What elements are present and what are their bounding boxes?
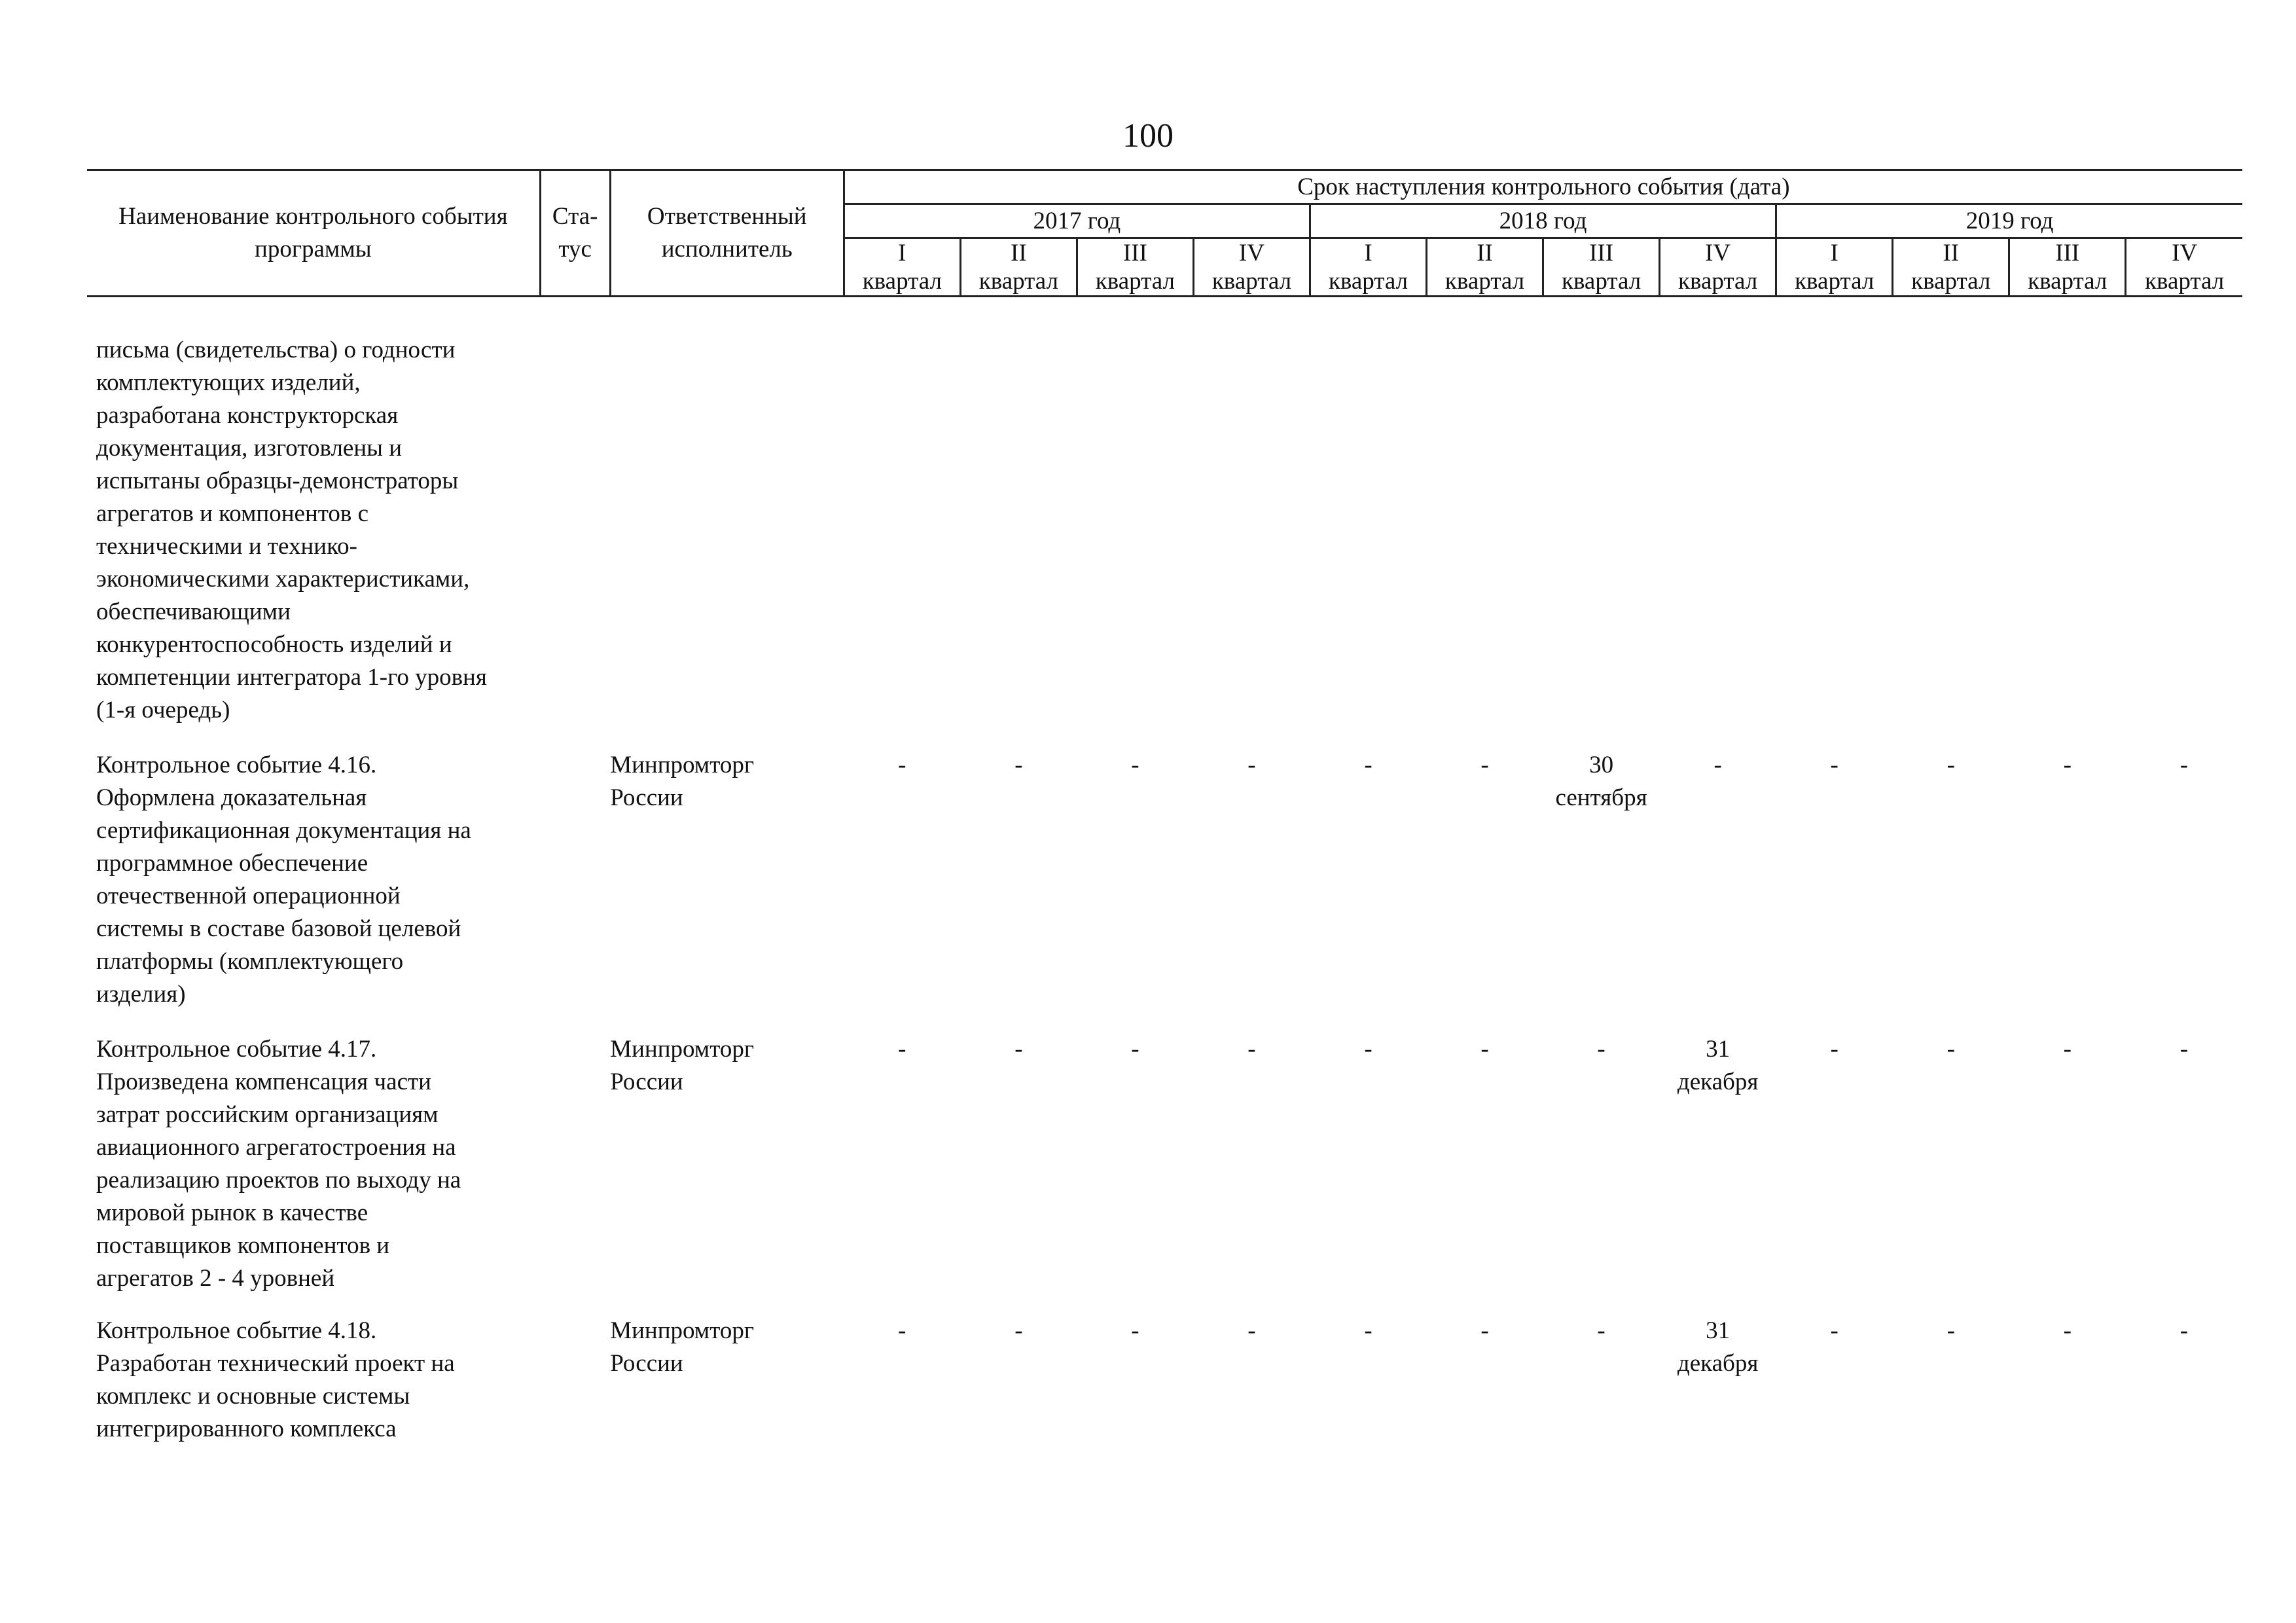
quarter-value: 31 [1706,1317,1731,1344]
table-body [87,297,2242,1446]
header-status-line: Ста- [552,203,598,230]
quarter-value: 31 [1706,1036,1731,1063]
quarter-value: сентября [1555,784,1647,811]
quarter-value: - [1014,1317,1023,1344]
quarter-value: - [1480,1036,1489,1063]
event-name-line: (1-я очередь) [96,697,230,723]
quarter-cell [1543,1295,1660,1446]
header-quarter-word: квартал [2028,268,2108,295]
header-quarter [844,238,960,297]
executor-line: Минпромторг [610,752,755,778]
header-year: 2018 год [1310,204,1776,238]
event-name-line: конкурентоспособность изделий и [96,631,452,658]
event-name-line: разработана конструкторская [96,402,399,429]
header-quarter-numeral: II [1943,240,1960,266]
event-name-line: Оформлена доказательная [96,784,367,811]
header-year: 2017 год [844,204,1310,238]
event-name-line: сертификационная документация на [96,817,471,844]
quarter-value: - [2179,752,2189,778]
event-name-cell [87,297,540,727]
quarter-value: - [1364,1317,1372,1344]
quarter-cell [1310,727,1426,1011]
header-deadline-title: Срок наступления контрольного события (дата) [844,170,2242,204]
event-name-line: письма (свидетельства) о годности [96,337,456,363]
quarter-cell [844,1295,960,1446]
header-quarter [2009,238,2126,297]
quarter-cell [1893,1011,2009,1295]
header-quarter-numeral: I [1830,240,1839,266]
quarter-value: - [898,1036,906,1063]
quarter-value: - [1480,752,1489,778]
quarter-value: - [1946,1036,1955,1063]
quarter-value: - [1597,1036,1605,1063]
event-name-line: отечественной операционной [96,883,401,909]
quarter-cell [1193,1295,1310,1446]
quarter-value: - [1131,1317,1139,1344]
quarter-cell [1427,727,1543,1011]
event-name-line: Произведена компенсация части [96,1068,431,1095]
quarter-cell [1310,1011,1426,1295]
header-quarter [1543,238,1660,297]
quarter-cell [844,1011,960,1295]
header-quarter [1310,238,1426,297]
header-quarter [1193,238,1310,297]
header-quarter-word: квартал [1444,268,1525,295]
header-executor-line: исполнитель [661,236,793,263]
header-quarter-numeral: I [1364,240,1372,266]
header-quarter [2126,238,2242,297]
event-name-line: Разработан технический проект на [96,1350,455,1377]
quarter-cell [1427,297,1543,727]
header-quarter-word: квартал [1795,268,1874,295]
quarter-cell [1427,1295,1543,1446]
header-quarter-numeral: IV [1705,240,1731,266]
quarter-cell [1077,1011,1193,1295]
header-quarter-word: квартал [1911,268,1991,295]
quarter-value: - [898,1317,906,1344]
quarter-cell [1776,727,1893,1011]
event-name-line: реализацию проектов по выходу на [96,1167,461,1194]
quarter-cell [1543,727,1660,1011]
executor-cell [610,297,844,727]
event-name-line: поставщиков компонентов и [96,1232,390,1259]
quarter-cell [1776,1295,1893,1446]
quarter-value: - [1480,1317,1489,1344]
quarter-value: - [1247,752,1256,778]
header-quarter-numeral: II [1011,240,1027,266]
executor-cell [610,1011,844,1295]
header-quarter [1776,238,1893,297]
quarter-value: 30 [1589,752,1614,778]
header-quarter-numeral: I [898,240,906,266]
quarter-value: - [2063,752,2072,778]
quarter-cell [1310,297,1426,727]
event-name-cell [87,727,540,1011]
status-cell [540,297,610,727]
quarter-cell [960,297,1077,727]
executor-line: Минпромторг [610,1317,755,1344]
event-name-line: агрегатов 2 - 4 уровней [96,1265,335,1292]
quarter-value: - [2179,1317,2189,1344]
executor-cell [610,727,844,1011]
quarter-cell [2126,1011,2242,1295]
quarter-value: - [1946,1317,1955,1344]
header-quarter [1660,238,1776,297]
quarter-value: - [2063,1036,2072,1063]
event-name-line: авиационного агрегатостроения на [96,1134,456,1161]
quarter-cell [960,1011,1077,1295]
quarter-cell [2009,1011,2126,1295]
header-status [540,170,610,297]
page-number: 100 [1122,117,1174,155]
table-row [87,297,2242,727]
event-name-line: экономическими характеристиками, [96,566,470,593]
quarter-value: декабря [1677,1068,1759,1095]
header-quarter-word: квартал [1328,268,1408,295]
event-name-cell [87,1295,540,1446]
header-quarter-numeral: IV [1238,240,1265,266]
quarter-cell [2126,297,2242,727]
header-executor [610,170,844,297]
quarter-cell [1660,727,1776,1011]
executor-line: России [610,1350,683,1377]
quarter-cell [2009,297,2126,727]
quarter-value: декабря [1677,1350,1759,1377]
header-quarter [1077,238,1193,297]
quarter-cell [1077,727,1193,1011]
header-status-line: тус [558,236,592,263]
event-name-line: Контрольное событие 4.18. [96,1317,377,1344]
event-name-line: системы в составе базовой целевой [96,915,461,942]
quarter-value: - [2063,1317,2072,1344]
quarter-cell [1193,297,1310,727]
table-header [87,170,2242,297]
table-row [87,727,2242,1011]
quarter-cell [2126,1295,2242,1446]
quarter-value: - [1014,752,1023,778]
quarter-cell [1077,1295,1193,1446]
header-event-name [87,170,540,297]
header-quarter-word: квартал [978,268,1058,295]
header-quarter [960,238,1077,297]
header-quarter-word: квартал [2145,268,2225,295]
status-cell [540,727,610,1011]
quarter-cell [1310,1295,1426,1446]
table-row [87,1011,2242,1295]
event-name-line: платформы (комплектующего [96,948,404,975]
quarter-cell [1893,727,2009,1011]
quarter-value: - [1131,1036,1139,1063]
executor-line: России [610,1068,683,1095]
event-name-line: программное обеспечение [96,850,368,877]
quarter-value: - [898,752,906,778]
event-name-line: агрегатов и компонентов с [96,500,369,527]
header-quarter-word: квартал [1561,268,1641,295]
header-quarter [1893,238,2009,297]
event-name-line: Контрольное событие 4.17. [96,1036,377,1063]
event-name-line: Контрольное событие 4.16. [96,752,377,778]
quarter-cell [2009,1295,2126,1446]
header-quarter-numeral: III [1589,240,1614,266]
table-row [87,1295,2242,1446]
event-name-line: техническими и технико- [96,533,357,560]
quarter-cell [1893,1295,2009,1446]
quarter-cell [1660,297,1776,727]
event-name-line: интегрированного комплекса [96,1415,397,1442]
event-name-line: комплекс и основные системы [96,1383,410,1410]
executor-cell [610,1295,844,1446]
header-quarter-word: квартал [1678,268,1758,295]
quarter-value: - [1597,1317,1605,1344]
header-quarter-numeral: IV [2172,240,2198,266]
quarter-cell [844,297,960,727]
quarter-value: - [1364,752,1372,778]
quarter-cell [1543,297,1660,727]
quarter-value: - [1247,1317,1256,1344]
control-events-table [87,169,2242,1446]
event-name-line: комплектующих изделий, [96,369,361,396]
quarter-cell [1193,727,1310,1011]
quarter-cell [1193,1011,1310,1295]
status-cell [540,1011,610,1295]
quarter-value: - [2179,1036,2189,1063]
header-quarter-word: квартал [1211,268,1292,295]
event-name-line: затрат российским организациям [96,1101,439,1128]
header-executor-line: Ответственный [647,203,807,230]
quarter-cell [1427,1011,1543,1295]
quarter-value: - [1014,1036,1023,1063]
quarter-cell [1077,297,1193,727]
event-name-line: обеспечивающими [96,598,291,625]
executor-line: Минпромторг [610,1036,755,1063]
header-quarter-word: квартал [1095,268,1175,295]
event-name-line: мировой рынок в качестве [96,1199,368,1226]
quarter-cell [2009,727,2126,1011]
event-name-line: изделия) [96,981,186,1008]
quarter-value: - [1131,752,1139,778]
quarter-cell [1660,1295,1776,1446]
header-quarter-numeral: III [2055,240,2080,266]
event-name-line: компетенции интегратора 1-го уровня [96,664,487,691]
status-cell [540,1295,610,1446]
executor-line: России [610,784,683,811]
quarter-value: - [1830,1036,1839,1063]
quarter-value: - [1713,752,1722,778]
event-name-cell [87,1011,540,1295]
event-name-line: документация, изготовлены и [96,435,403,462]
quarter-cell [1893,297,2009,727]
header-quarter [1427,238,1543,297]
quarter-value: - [1830,1317,1839,1344]
header-quarter-word: квартал [862,268,942,295]
header-event-name-line: Наименование контрольного события [118,203,508,230]
header-event-name-line: программы [255,236,372,263]
quarter-cell [960,1295,1077,1446]
header-quarter-numeral: II [1477,240,1493,266]
quarter-cell [1776,297,1893,727]
header-year: 2019 год [1776,204,2242,238]
quarter-cell [1543,1011,1660,1295]
quarter-cell [844,727,960,1011]
quarter-value: - [1364,1036,1372,1063]
event-name-line: испытаны образцы-демонстраторы [96,467,459,494]
header-quarter-numeral: III [1122,240,1147,266]
quarter-cell [960,727,1077,1011]
quarter-value: - [1946,752,1955,778]
quarter-cell [1776,1011,1893,1295]
quarter-value: - [1247,1036,1256,1063]
quarter-cell [2126,727,2242,1011]
quarter-cell [1660,1011,1776,1295]
quarter-value: - [1830,752,1839,778]
